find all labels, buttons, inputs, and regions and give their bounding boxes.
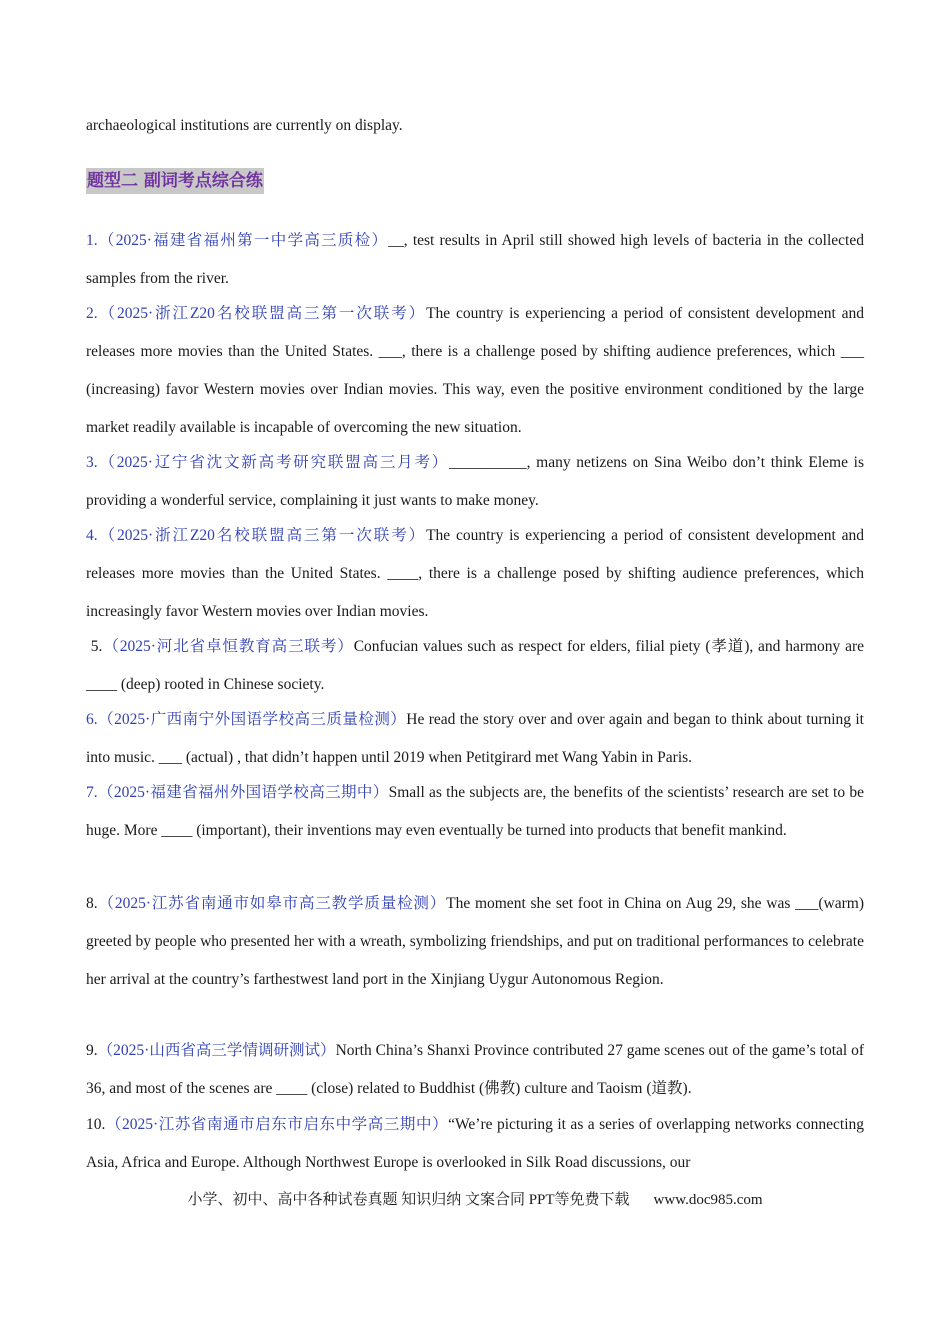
question-number: 5.	[90, 638, 103, 655]
question-text: (increasing) favor Western movies over Indian movies. This way, even the positive environment conditioned by the large market readily available is incapable of overcoming the new situation.	[86, 381, 864, 436]
question-source: （2025·浙江Z20名校联盟高三第一次联考）	[97, 305, 427, 322]
question-text: (actual) , that didn’t happen until 2019 when Petitgirard met Wang Yabin in Paris.	[182, 749, 693, 766]
question-text: He read the story over and over again and began to think about turning it into music.	[86, 711, 864, 766]
question-text: (deep) rooted in Chinese society.	[117, 676, 325, 693]
question-1	[86, 222, 864, 298]
question-source: （2025·江苏省南通市启东市启东中学高三期中）	[105, 1116, 449, 1133]
question-3	[86, 444, 864, 520]
question-text: , there is a challenge posed by shifting audience preferences, which	[401, 343, 841, 360]
answer-blank: ___	[158, 749, 183, 766]
question-9	[86, 1032, 864, 1108]
question-text: (important), their inventions may even eventually be turned into products that benefit mankind.	[192, 822, 787, 839]
question-4	[86, 517, 864, 631]
question-number: 3.	[86, 454, 98, 471]
question-source: （2025·福建省福州外国语学校高三期中）	[97, 784, 389, 801]
question-source: （2025·辽宁省沈文新高考研究联盟高三月考）	[97, 454, 450, 471]
question-number: 1.	[86, 232, 98, 249]
answer-blank: ___	[795, 895, 819, 912]
question-6	[86, 701, 864, 777]
question-number: 7.	[86, 784, 98, 801]
question-text: , test results in April still showed high levels of bacteria in the collected samples from the river.	[86, 232, 864, 287]
answer-blank: ____	[86, 676, 117, 693]
question-source: （2025·广西南宁外国语学校高三质量检测）	[97, 711, 407, 728]
question-7	[86, 774, 864, 850]
footer-text: 小学、初中、高中各种试卷真题 知识归纳 文案合同 PPT等免费下载	[187, 1192, 630, 1208]
answer-blank: ___	[378, 343, 402, 360]
question-text: , many netizens on Sina Weibo don’t think Eleme is providing a wonderful service, complaining it just wants to make money.	[86, 454, 864, 509]
question-number: 8.	[86, 895, 98, 912]
question-source: （2025·江苏省南通市如皋市高三教学质量检测）	[97, 895, 447, 912]
question-text: North China’s Shanxi Province contributed 27 game scenes out of the game’s total of 36, and most of the scenes are	[86, 1042, 864, 1097]
question-number: 4.	[86, 527, 98, 544]
question-5	[86, 628, 864, 704]
question-source: （2025·浙江Z20名校联盟高三第一次联考）	[97, 527, 427, 544]
question-10	[86, 1106, 864, 1182]
question-text: The country is experiencing a period of consistent development and releases more movies than the United States.	[86, 527, 864, 582]
question-text: The country is experiencing a period of consistent development and releases more movies than the United States.	[86, 305, 864, 360]
question-8	[86, 885, 864, 999]
answer-blank: ____	[276, 1080, 308, 1097]
question-text: The moment she set foot in China on Aug 29, she was	[446, 895, 796, 912]
question-number: 6.	[86, 711, 98, 728]
question-source: （2025·河北省卓恒教育高三联考）	[102, 638, 354, 655]
answer-blank: ____	[387, 565, 419, 582]
section-title: 题型二 副词考点综合练	[86, 168, 264, 194]
question-source: （2025·山西省高三学情调研测试）	[97, 1042, 336, 1059]
answer-blank: __	[388, 232, 404, 249]
question-source: （2025·福建省福州第一中学高三质检）	[97, 232, 389, 249]
question-text: Small as the subjects are, the benefits of the scientists’ research are set to be huge. More	[86, 784, 864, 839]
question-text: Confucian values such as respect for elders, filial piety (孝道), and harmony are	[353, 638, 865, 655]
question-2	[86, 295, 864, 447]
question-text: (close) related to Buddhist (佛教) culture and Taoism (道教).	[307, 1080, 692, 1097]
question-number: 2.	[86, 305, 98, 322]
question-text: , there is a challenge posed by shifting audience preferences, which increasingly favor Western movies over Indian movies.	[86, 565, 864, 620]
continuation-text: archaeological institutions are currently on display.	[86, 117, 403, 134]
page-footer	[0, 1190, 950, 1210]
answer-blank: ___	[840, 343, 864, 360]
footer-url: www.doc985.com	[653, 1192, 763, 1208]
question-number: 9.	[86, 1042, 98, 1059]
answer-blank: ____	[161, 822, 193, 839]
question-text: (warm) greeted by people who presented her with a wreath, symbolizing friendships, and put on traditional performances to celebrate her arrival at the country’s farthestwest land port in the Xinjiang Uygur Autonomous Region.	[86, 895, 864, 988]
question-text: “We’re picturing it as a series of overlapping networks connecting Asia, Africa and Europe. Although Northwest Europe is overlooked in Silk Road discussions, our	[86, 1116, 864, 1171]
answer-blank: __________	[449, 454, 527, 471]
question-number: 10.	[86, 1116, 106, 1133]
